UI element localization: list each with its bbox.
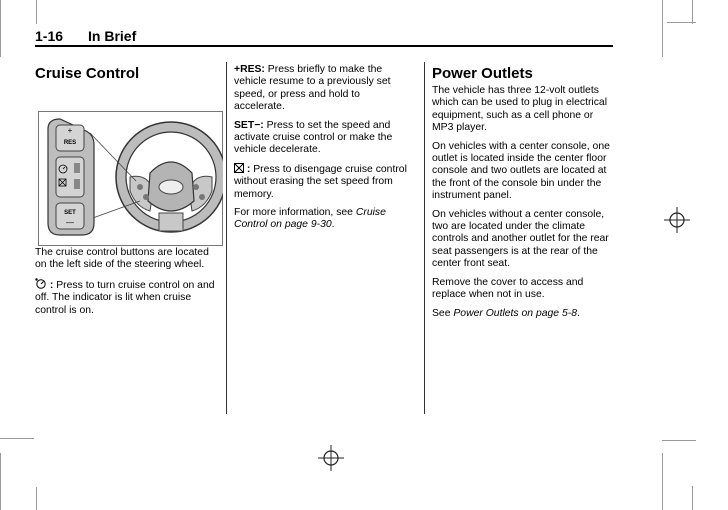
steering-wheel-figure bbox=[38, 111, 223, 246]
cancel-symbol-label: : bbox=[246, 163, 251, 175]
svg-text:—: — bbox=[66, 218, 74, 227]
outlets-see-paragraph bbox=[432, 308, 612, 320]
crop-mark bbox=[692, 0, 693, 24]
cruise-control-heading: Cruise Control bbox=[35, 65, 140, 82]
see-suffix: . bbox=[576, 307, 580, 319]
more-info-suffix: . bbox=[331, 219, 335, 231]
onoff-paragraph bbox=[35, 278, 217, 317]
set-text: Press to set the speed and activate cruise control or make the vehicle decelerate. bbox=[234, 119, 393, 156]
right-column-text bbox=[432, 85, 612, 326]
column-divider bbox=[424, 62, 425, 414]
power-outlets-heading: Power Outlets bbox=[432, 65, 533, 82]
header-rule bbox=[35, 45, 613, 47]
crop-mark bbox=[662, 440, 696, 441]
set-button-label: SET bbox=[64, 210, 76, 216]
crop-mark bbox=[0, 0, 1, 57]
cruise-button-pad bbox=[48, 119, 94, 235]
onoff-text: Press to turn cruise control on and off. The indicator is lit when cruise control is on. bbox=[35, 279, 215, 316]
cancel-text: Press to disengage cruise control without erasing the set speed from memory. bbox=[234, 163, 407, 200]
crop-mark bbox=[36, 0, 37, 24]
more-info-prefix: For more information, see bbox=[234, 207, 356, 219]
res-paragraph bbox=[234, 64, 408, 114]
cruise-intro-paragraph: The cruise control buttons are located on the left side of the steering wheel. bbox=[35, 247, 209, 271]
column-divider bbox=[226, 62, 227, 414]
outlets-paragraph-1: The vehicle has three 12-volt outlets which can be used to plug in electrical equipment, such as a cell phone or MP3 player. bbox=[432, 85, 608, 134]
set-paragraph bbox=[234, 120, 408, 157]
res-label: +RES: bbox=[234, 64, 265, 75]
onoff-symbol-label: : bbox=[49, 279, 54, 291]
section-title: In Brief bbox=[88, 28, 137, 44]
crop-mark bbox=[36, 487, 37, 510]
see-prefix: See bbox=[432, 307, 454, 319]
crop-mark bbox=[667, 22, 696, 23]
crop-mark bbox=[0, 438, 34, 439]
res-button-label: RES bbox=[63, 140, 77, 146]
power-outlets-reference[interactable]: Power Outlets on page 5-8 bbox=[453, 307, 577, 319]
crop-mark bbox=[0, 453, 1, 510]
left-column-text bbox=[35, 247, 217, 323]
cancel-paragraph bbox=[234, 163, 408, 201]
outlets-paragraph-3: On vehicles without a center console, two are located under the climate controls and another outlet for the rear seat passengers is at the rear of the center front seat. bbox=[432, 208, 609, 270]
page-header bbox=[35, 28, 613, 46]
registration-mark-bottom bbox=[318, 445, 344, 471]
crop-mark bbox=[662, 453, 663, 510]
cruise-onoff-icon bbox=[35, 278, 47, 289]
res-text: Press briefly to make the vehicle resume to a previously set speed, or press and hold to accelerate. bbox=[234, 64, 391, 113]
outlets-paragraph-4: Remove the cover to access and replace when not in use. bbox=[432, 276, 584, 301]
crop-mark bbox=[662, 0, 663, 57]
more-info-paragraph bbox=[234, 207, 408, 232]
page-number: 1-16 bbox=[35, 28, 64, 44]
cancel-icon bbox=[234, 163, 244, 173]
middle-column-text bbox=[234, 64, 408, 238]
outlets-paragraph-2: On vehicles with a center console, one outlet is located inside the center floor console and two outlets are located at the front of the console bin under the instrument panel. bbox=[432, 140, 610, 202]
registration-mark-right bbox=[664, 207, 690, 233]
svg-text:+: + bbox=[67, 126, 73, 135]
cruise-control-reference[interactable]: Cruise Control on page 9-30 bbox=[234, 207, 386, 231]
crop-mark bbox=[692, 486, 693, 510]
set-label: SET−: bbox=[234, 119, 264, 131]
